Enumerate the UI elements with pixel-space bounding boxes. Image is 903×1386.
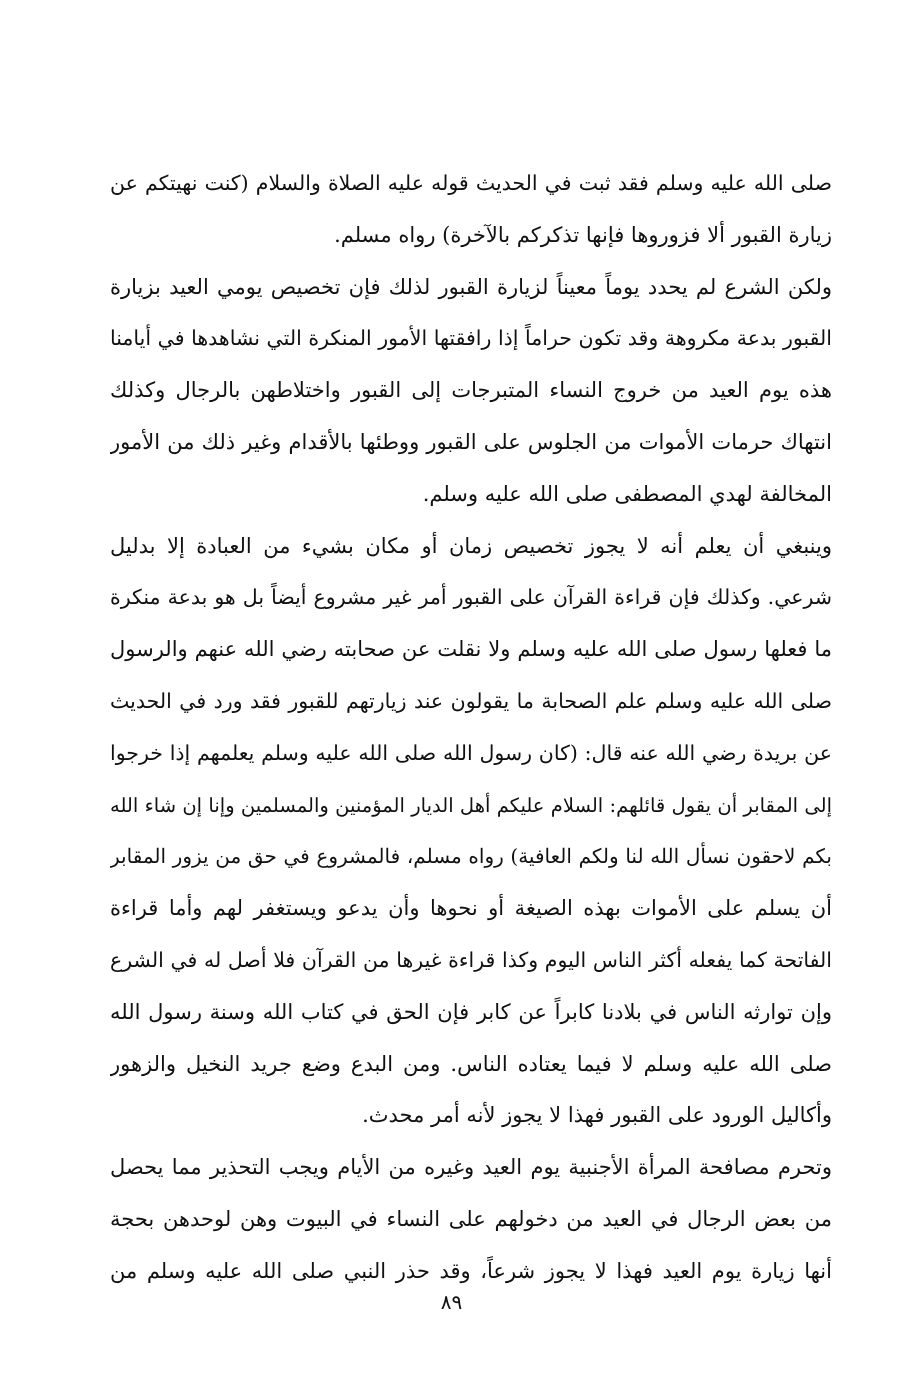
text-line: أنها زيارة يوم العيد فهذا لا يجوز شرعاً، وقد حذر النبي صلى الله عليه وسلم من <box>110 1258 832 1283</box>
text-line: ولكن الشرع لم يحدد يوماً معيناً لزيارة القبور لذلك فإن تخصيص يومي العيد بزيارة <box>110 274 832 299</box>
text-line: من بعض الرجال في العيد من دخولهم على النساء في البيوت وهن لوحدهن بحجة <box>110 1206 832 1231</box>
text-line: انتهاك حرمات الأموات من الجلوس على القبور ووطئها بالأقدام وغير ذلك من الأمور <box>110 429 832 454</box>
text-line: إلى المقابر أن يقول قائلهم: السلام عليكم أهل الديار المؤمنين والمسلمين وإنا إن شاء الله <box>110 793 832 817</box>
text-line: وينبغي أن يعلم أنه لا يجوز تخصيص زمان أو مكان بشيء من العبادة إلا بدليل <box>110 533 832 558</box>
text-line: هذه يوم العيد من خروج النساء المتبرجات إلى القبور واختلاطهن بالرجال وكذلك <box>110 378 832 403</box>
text-line: صلى الله عليه وسلم فقد ثبت في الحديث قوله عليه الصلاة والسلام (كنت نهيتكم عن <box>110 171 832 195</box>
text-line: أن يسلم على الأموات بهذه الصيغة أو نحوها وأن يدعو ويستغفر لهم وأما قراءة <box>110 896 832 921</box>
text-line: صلى الله عليه وسلم علم الصحابة ما يقولون عند زيارتهم للقبور فقد ورد في الحديث <box>110 688 832 713</box>
text-line: زيارة القبور ألا فزوروها فإنها تذكركم بالآخرة) رواه مسلم. <box>334 222 832 247</box>
text-line: وتحرم مصافحة المرأة الأجنبية يوم العيد وغيره من الأيام ويجب التحذير مما يحصل <box>110 1155 832 1180</box>
text-line: صلى الله عليه وسلم لا فيما يعتاده الناس. ومن البدع وضع جريد النخيل والزهور <box>110 1051 832 1076</box>
text-line: عن بريدة رضي الله عنه قال: (كان رسول الله صلى الله عليه وسلم يعلمهم إذا خرجوا <box>110 740 832 765</box>
body-text <box>110 158 832 1298</box>
text-line: بكم لاحقون نسأل الله لنا ولكم العافية) رواه مسلم، فالمشروع في حق من يزور المقابر <box>110 844 832 869</box>
text-line: وأكاليل الورود على القبور فهذا لا يجوز لأنه أمر محدث. <box>362 1103 832 1128</box>
text-line: ما فعلها رسول صلى الله عليه وسلم ولا نقلت عن صحابته رضي الله عنهم والرسول <box>110 637 832 662</box>
text-line: المخالفة لهدي المصطفى صلى الله عليه وسلم. <box>422 481 832 506</box>
text-line: القبور بدعة مكروهة وقد تكون حراماً إذا رافقتها الأمور المنكرة التي نشاهدها في أيامنا <box>110 326 832 351</box>
text-line: وإن توارثه الناس في بلادنا كابراً عن كابر فإن الحق في كتاب الله وسنة رسول الله <box>110 999 832 1024</box>
page-number: ٨٩ <box>440 1290 463 1314</box>
text-line: الفاتحة كما يفعله أكثر الناس اليوم وكذا قراءة غيرها من القرآن فلا أصل له في الشرع <box>110 947 832 972</box>
text-line: شرعي. وكذلك فإن قراءة القرآن على القبور أمر غير مشروع أيضاً بل هو بدعة منكرة <box>110 585 832 610</box>
